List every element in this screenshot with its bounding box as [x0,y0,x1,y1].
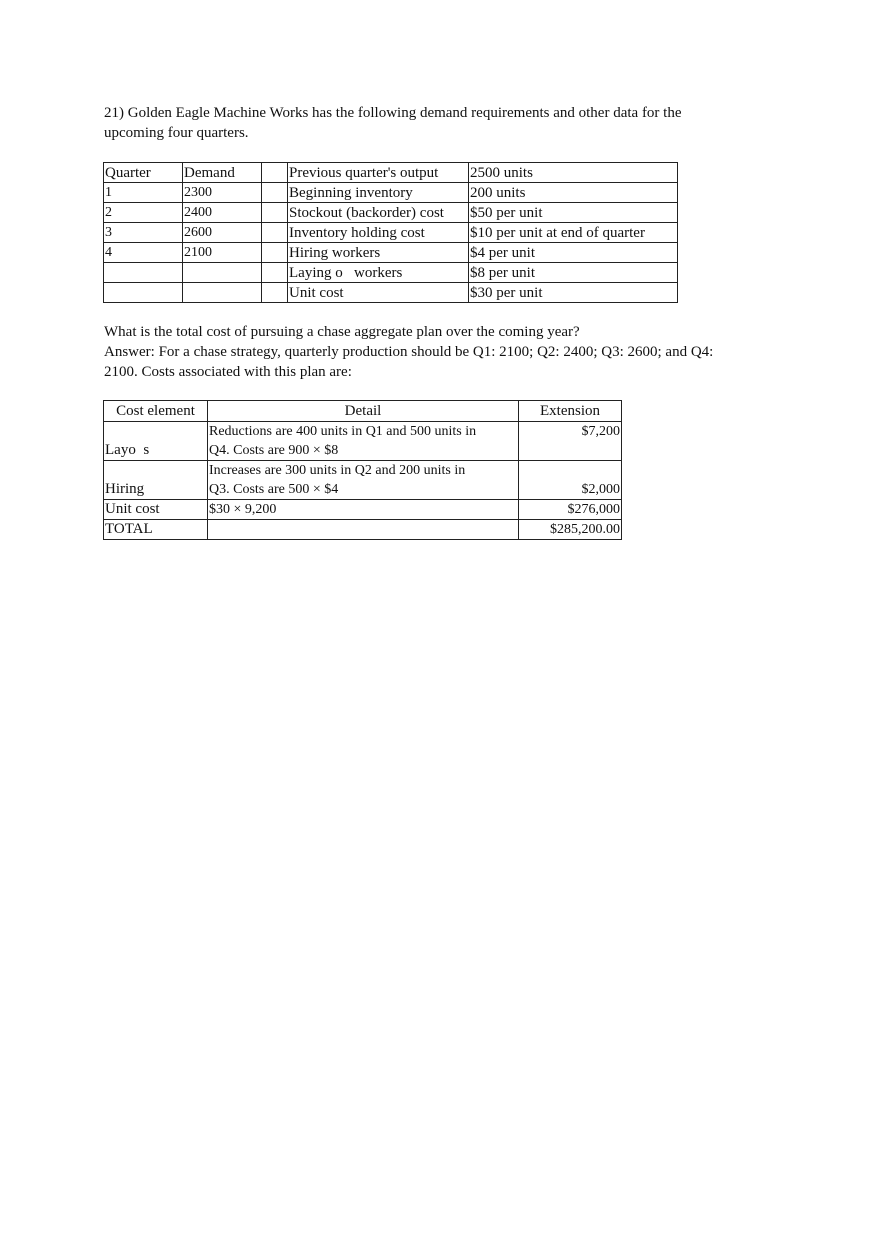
question-text: 21) Golden Eagle Machine Works has the following demand requirements and other data for the upcoming four quarters. [104,105,682,141]
table-row [104,422,622,461]
table-row [104,223,678,243]
quarter-cell: 1 [104,183,183,203]
table-row [104,243,678,263]
demand-data-table [103,162,678,303]
param-value: $10 per unit at end of quarter [469,223,678,243]
param-label: Hiring workers [288,243,469,263]
table-row [104,203,678,223]
param-label: Beginning inventory [288,183,469,203]
cost-element-cell: TOTAL [104,520,208,540]
extension-cell: $276,000 [519,500,622,520]
cost-table [103,400,622,540]
quarter-cell: 3 [104,223,183,243]
spacer-cell [262,283,288,303]
extension-cell: $285,200.00 [519,520,622,540]
table-row [104,263,678,283]
header-extension: Extension [519,401,622,422]
extension-cell: $7,200 [519,422,622,461]
param-value: $8 per unit [469,263,678,283]
spacer-cell [262,263,288,283]
spacer-cell [262,203,288,223]
param-value: $50 per unit [469,203,678,223]
demand-cell: 2400 [183,203,262,223]
param-label: Unit cost [288,283,469,303]
detail-line: Increases are 300 units in Q2 and 200 units in [209,463,466,478]
param-value: $4 per unit [469,243,678,263]
table-row [104,401,622,422]
spacer-cell [262,243,288,263]
demand-cell: 2100 [183,243,262,263]
cost-element-cell: Unit cost [104,500,208,520]
detail-cell [208,422,519,461]
quarter-cell: 4 [104,243,183,263]
extension-cell: $2,000 [519,461,622,500]
table-row [104,500,622,520]
demand-cell: 2300 [183,183,262,203]
empty-cell [183,263,262,283]
spacer-cell [262,183,288,203]
spacer-cell [262,223,288,243]
header-demand: Demand [183,163,262,183]
prompt-question: What is the total cost of pursuing a chase aggregate plan over the coming year? [104,324,580,340]
table-row [104,163,678,183]
prompt-answer: Answer: For a chase strategy, quarterly production should be Q1: 2100; Q2: 2400; Q3: 2600; and Q4: 2100. Costs associated with this plan are: [104,344,714,380]
detail-line: Q3. Costs are 500 × $4 [209,482,339,497]
table-row [104,183,678,203]
param-label: Inventory holding cost [288,223,469,243]
param-value: $30 per unit [469,283,678,303]
param-value: 2500 units [469,163,678,183]
detail-line: Reductions are 400 units in Q1 and 500 units in [209,424,477,439]
demand-cell: 2600 [183,223,262,243]
header-quarter: Quarter [104,163,183,183]
table-row [104,520,622,540]
empty-cell [183,283,262,303]
empty-cell [104,283,183,303]
cost-element-cell: Hiring [104,461,208,500]
table-row [104,283,678,303]
quarter-cell: 2 [104,203,183,223]
cost-element-cell: Layo s [104,422,208,461]
detail-cell: $30 × 9,200 [208,500,519,520]
spacer-cell [262,163,288,183]
detail-line: Q4. Costs are 900 × $8 [209,443,339,458]
empty-cell [104,263,183,283]
header-detail: Detail [208,401,519,422]
detail-cell [208,520,519,540]
param-label: Previous quarter's output [288,163,469,183]
param-value: 200 units [469,183,678,203]
answer-block [104,322,744,382]
param-label: Stockout (backorder) cost [288,203,469,223]
param-label: Laying o workers [288,263,469,283]
header-cost-element: Cost element [104,401,208,422]
table-row [104,461,622,500]
detail-cell [208,461,519,500]
